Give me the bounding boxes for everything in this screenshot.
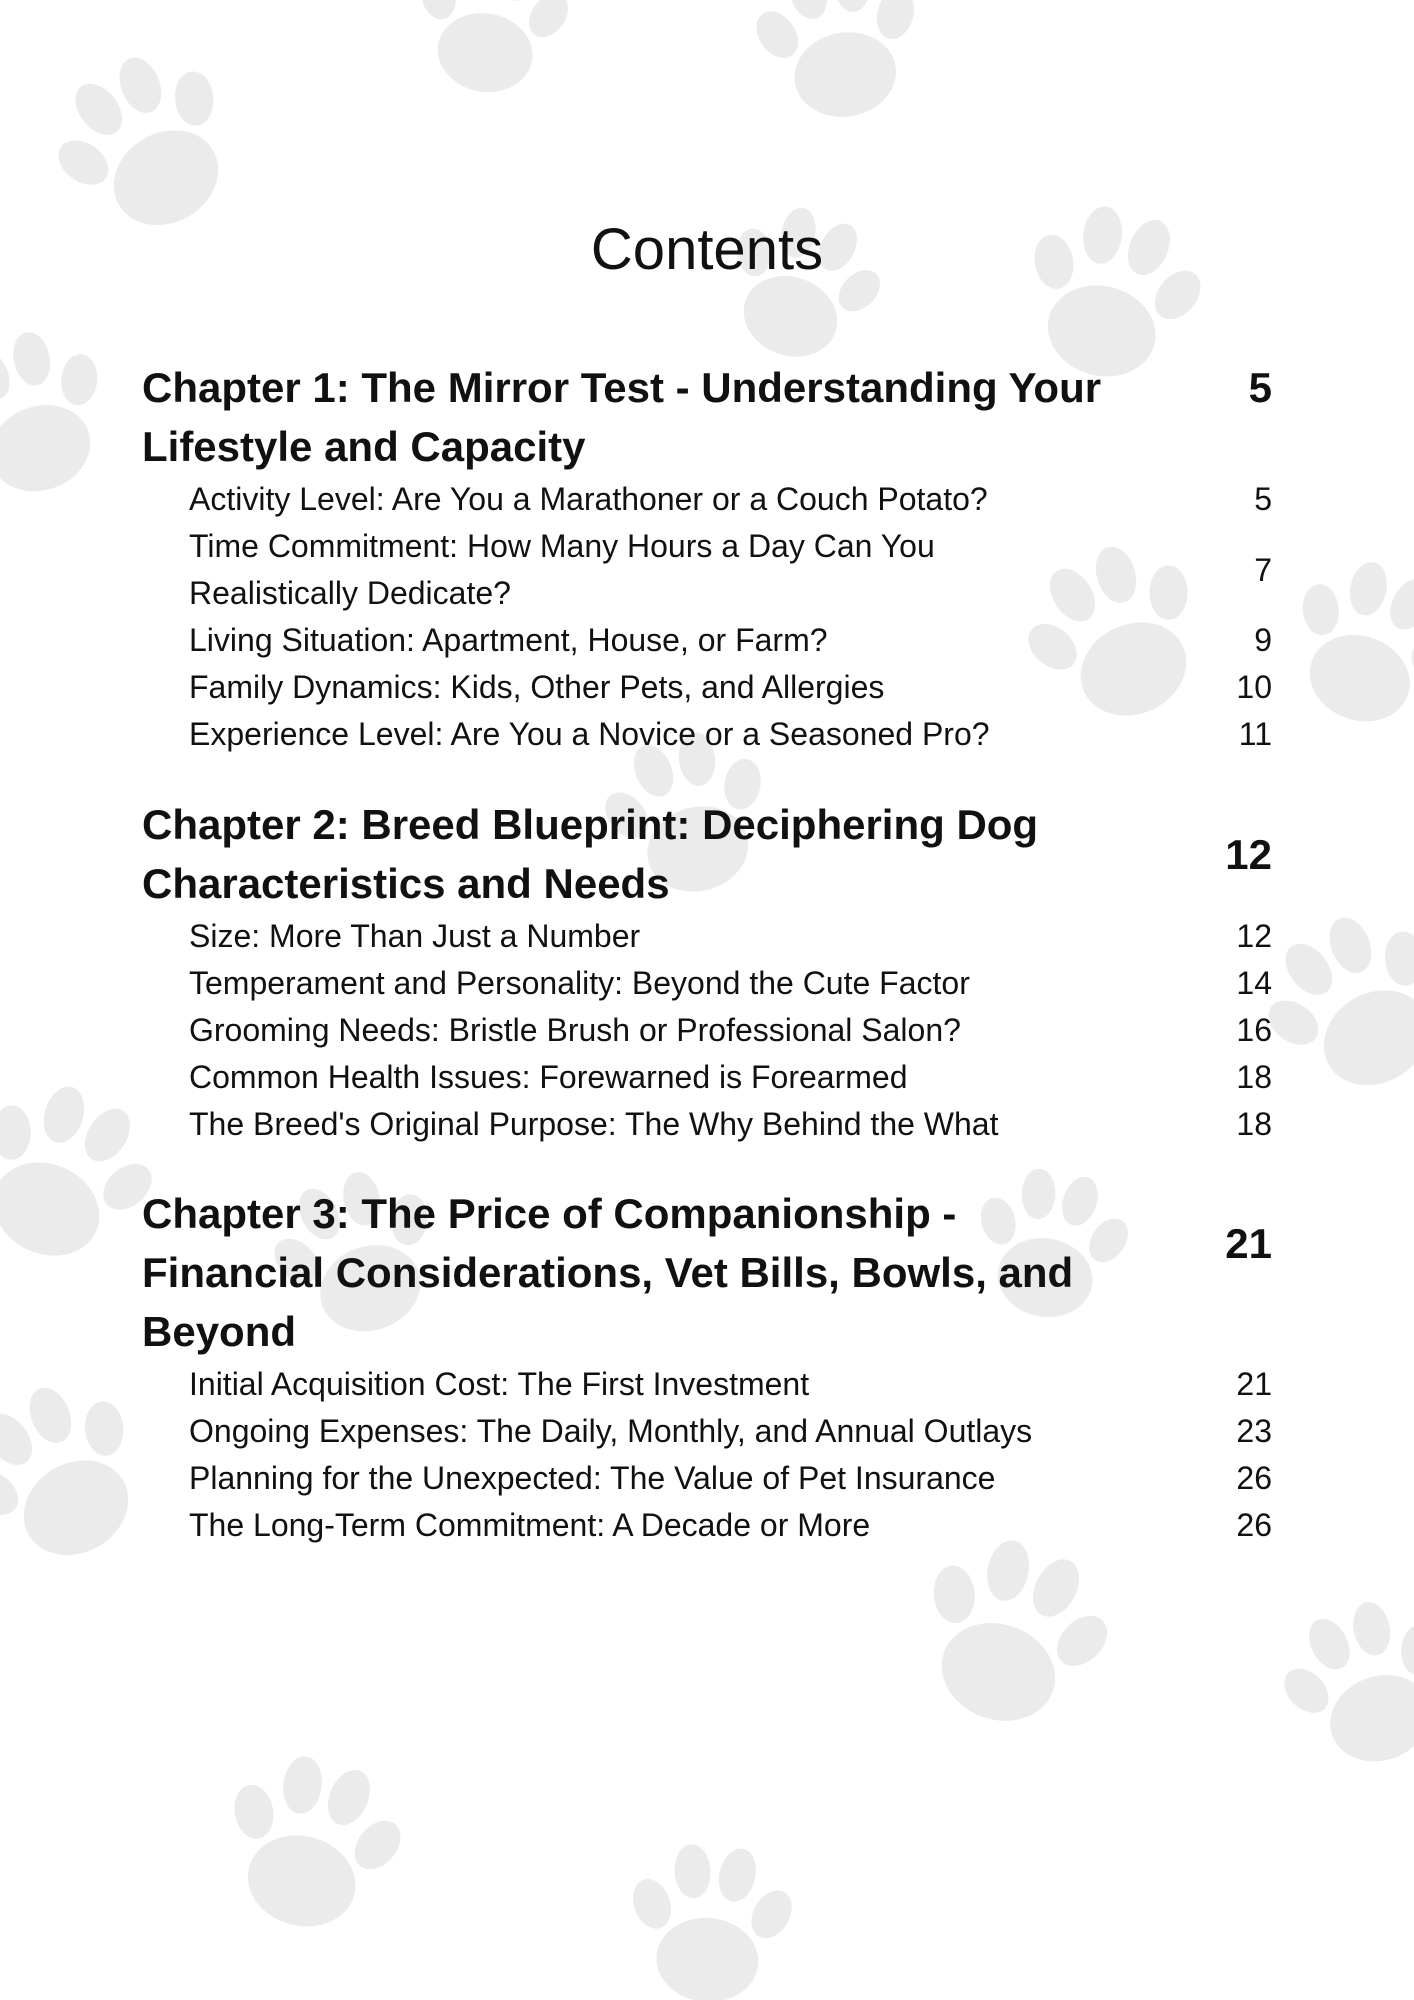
entry-title: Common Health Issues: Forewarned is Forearmed xyxy=(189,1059,908,1095)
entry-page-number: 26 xyxy=(1236,1507,1272,1543)
chapter-heading[interactable] xyxy=(142,795,1272,913)
chapter-1 xyxy=(142,358,1272,758)
entry-title: Planning for the Unexpected: The Value of Pet Insurance xyxy=(189,1460,996,1496)
entry-page-number: 21 xyxy=(1236,1366,1272,1402)
toc-entry[interactable] xyxy=(142,1455,1272,1502)
chapter-heading[interactable] xyxy=(142,358,1272,476)
chapter-title: Chapter 3: The Price of Companionship - Financial Considerations, Vet Bills, Bowls, and Beyond xyxy=(142,1190,1074,1355)
toc-entry[interactable] xyxy=(142,1007,1272,1054)
toc-entry[interactable] xyxy=(142,523,1272,617)
entry-title: Family Dynamics: Kids, Other Pets, and Allergies xyxy=(189,669,885,705)
entry-page-number: 7 xyxy=(1254,551,1272,588)
entry-title: The Long-Term Commitment: A Decade or More xyxy=(189,1507,871,1543)
entry-page-number: 5 xyxy=(1254,481,1272,517)
chapter-heading[interactable] xyxy=(142,1184,1272,1361)
toc-entry[interactable] xyxy=(142,960,1272,1007)
chapter-page-number: 21 xyxy=(1225,1220,1272,1267)
chapter-3 xyxy=(142,1184,1272,1549)
toc-entry[interactable] xyxy=(142,476,1272,523)
entry-title: Ongoing Expenses: The Daily, Monthly, and Annual Outlays xyxy=(189,1413,1033,1449)
entry-page-number: 16 xyxy=(1236,1012,1272,1048)
entry-page-number: 18 xyxy=(1236,1059,1272,1095)
toc-entry[interactable] xyxy=(142,913,1272,960)
toc-entry[interactable] xyxy=(142,617,1272,664)
entry-title: Temperament and Personality: Beyond the Cute Factor xyxy=(189,965,970,1001)
chapter-2 xyxy=(142,795,1272,1148)
entry-title: Grooming Needs: Bristle Brush or Professional Salon? xyxy=(189,1012,961,1048)
toc-entry[interactable] xyxy=(142,1361,1272,1408)
entry-page-number: 26 xyxy=(1236,1460,1272,1496)
entry-title: Living Situation: Apartment, House, or Farm? xyxy=(189,622,828,658)
entry-page-number: 10 xyxy=(1236,669,1272,705)
toc-entry[interactable] xyxy=(142,1502,1272,1549)
entry-title: Initial Acquisition Cost: The First Investment xyxy=(189,1366,810,1402)
entry-page-number: 12 xyxy=(1236,918,1272,954)
entry-title: Experience Level: Are You a Novice or a Seasoned Pro? xyxy=(189,716,990,752)
entry-title: Activity Level: Are You a Marathoner or a Couch Potato? xyxy=(189,481,988,517)
entry-title: Size: More Than Just a Number xyxy=(189,918,641,954)
page-title: Contents xyxy=(590,217,824,282)
chapter-page-number: 5 xyxy=(1248,364,1272,411)
toc-entry[interactable] xyxy=(142,1054,1272,1101)
toc-entry[interactable] xyxy=(142,1101,1272,1148)
toc-entry[interactable] xyxy=(142,711,1272,758)
toc-entry[interactable] xyxy=(142,664,1272,711)
chapter-title: Chapter 2: Breed Blueprint: Deciphering Dog Characteristics and Needs xyxy=(142,801,1039,907)
entry-title: The Breed's Original Purpose: The Why Behind the What xyxy=(189,1106,999,1142)
chapter-page-number: 12 xyxy=(1225,830,1272,878)
entry-page-number: 14 xyxy=(1236,965,1272,1001)
entry-page-number: 23 xyxy=(1236,1413,1272,1449)
chapter-title: Chapter 1: The Mirror Test - Understanding Your Lifestyle and Capacity xyxy=(142,364,1102,470)
entry-page-number: 9 xyxy=(1254,622,1272,658)
entry-page-number: 11 xyxy=(1238,716,1272,752)
entry-title: Time Commitment: How Many Hours a Day Can You Realistically Dedicate? xyxy=(189,528,935,611)
entry-page-number: 18 xyxy=(1236,1106,1272,1142)
toc-entry[interactable] xyxy=(142,1408,1272,1455)
